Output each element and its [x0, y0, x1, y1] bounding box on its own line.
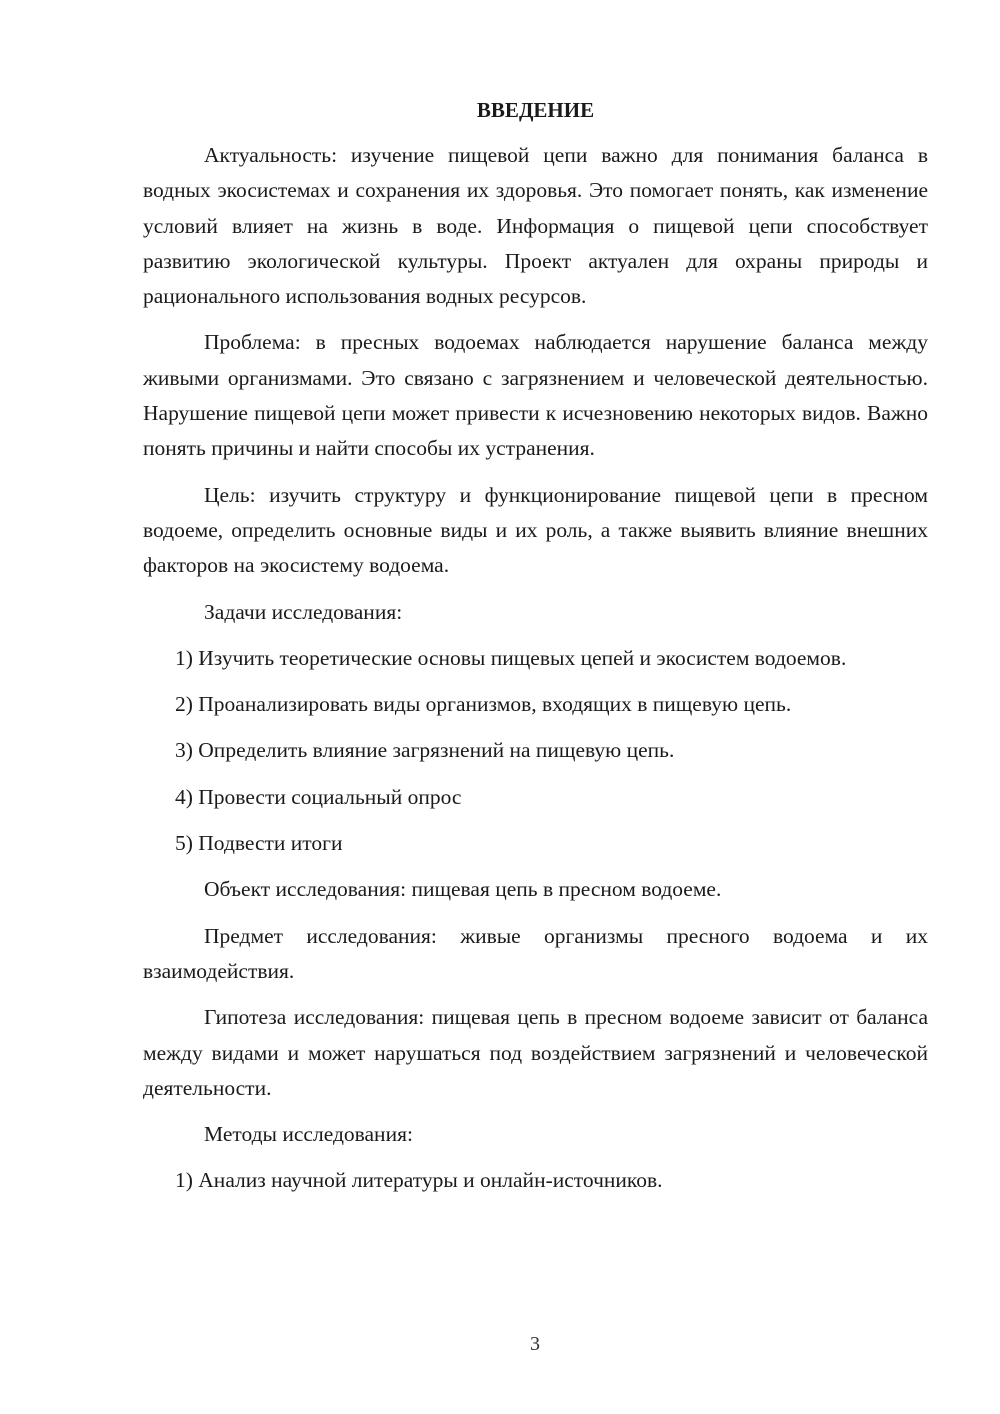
methods-title: Методы исследования:: [204, 1122, 413, 1147]
goal-paragraph: Цель: изучить структуру и функционирование пищевой цепи в пресном водоеме, определить основные виды и их роль, а также выявить влияние внешних факторов на экосистему водоема.: [143, 482, 928, 578]
tasks-title: Задачи исследования:: [204, 599, 403, 624]
problem-paragraph: Проблема: в пресных водоемах наблюдается нарушение баланса между живыми организмами. Это связано с загрязнением и человеческой деятельностью. Нарушение пищевой цепи может привести к исчезновению некоторых видов. Важно понять причины и найти способы их устранения.: [143, 330, 928, 461]
object-paragraph: Объект исследования: пищевая цепь в пресном водоеме.: [204, 877, 722, 902]
method-item: 1) Анализ научной литературы и онлайн-источников.: [175, 1168, 663, 1193]
task-item: 5) Подвести итоги: [175, 831, 343, 856]
section-heading: ВВЕДЕНИЕ: [476, 98, 595, 122]
hypothesis-paragraph: Гипотеза исследования: пищевая цепь в пресном водоеме зависит от баланса между видами и может нарушаться под воздействием загрязнений и человеческой деятельности.: [143, 1005, 928, 1100]
page-content: [143, 94, 928, 1210]
page-number: 3: [530, 1333, 540, 1355]
relevance-paragraph: Актуальность: изучение пищевой цепи важно для понимания баланса в водных экосистемах и сохранения их здоровья. Это помогает понять, как изменение условий влияет на жизнь в воде. Информация о пищевой цепи способствует развитию экологической культуры. Проект актуален для охраны природы и рационального использования водных ресурсов.: [143, 143, 928, 309]
task-item: 2) Проанализировать виды организмов, входящих в пищевую цепь.: [175, 692, 792, 717]
task-item: 1) Изучить теоретические основы пищевых цепей и экосистем водоемов.: [175, 645, 847, 670]
subject-paragraph: Предмет исследования: живые организмы пресного водоема и их взаимодействия.: [143, 923, 928, 983]
task-item: 3) Определить влияние загрязнений на пищевую цепь.: [175, 738, 675, 763]
task-item: 4) Провести социальный опрос: [175, 784, 462, 809]
